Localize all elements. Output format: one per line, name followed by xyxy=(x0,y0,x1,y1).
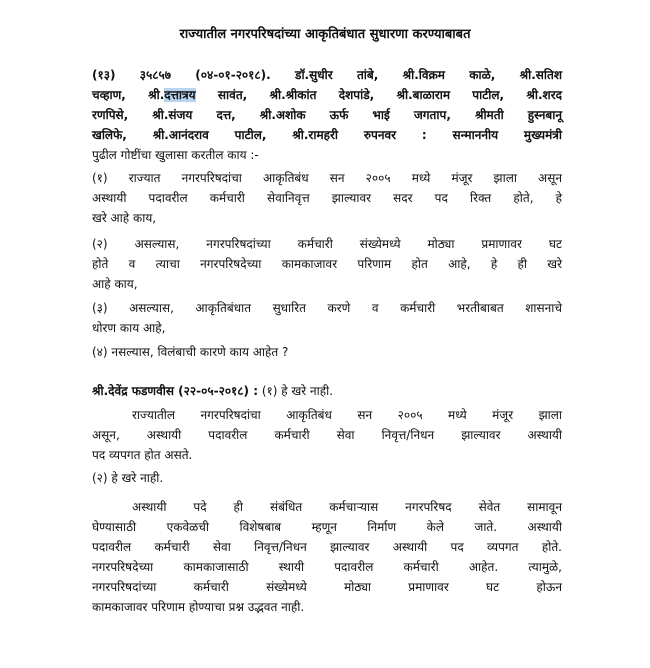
question-members-2a: चव्हाण, श्री. xyxy=(92,88,165,102)
answer-1: (१) हे खरे नाही. xyxy=(261,384,334,398)
answer-p1-line-1: राज्यातील नगरपरिषदांचा आकृतिबंध सन २००५ मध्ये मंजूर झाला xyxy=(132,408,562,422)
question-line-1 xyxy=(92,66,562,83)
answer-p2-line-4: नगरपरिषदेच्या कामकाजासाठी स्थायी पदावरील कर्मचारी आहेत. त्यामुळे, xyxy=(92,560,562,574)
answer-speaker: श्री.देवेंद्र फडणवीस (२२-०५-२०१८) : xyxy=(92,384,259,398)
answer-p2-line-3: पदावरील कर्मचारी सेवा निवृत्त/निधन झाल्यावर अस्थायी पद व्यपगत होते. xyxy=(92,540,562,554)
answer-p2-line-5: नगरपरिषदांच्या कर्मचारी संख्येमध्ये मोठ्या प्रमाणावर घट होऊन xyxy=(92,580,562,594)
question-1-line-2: अस्थायी पदावरील कर्मचारी सेवानिवृत्त झाल्यावर सदर पद रिक्त होते, हे xyxy=(92,191,562,205)
highlighted-name[interactable]: दत्तात्रय xyxy=(164,88,196,102)
question-4-line-1: (४) नसल्यास, विलंबाची कारणे काय आहेत ? xyxy=(92,345,289,359)
question-1-line-3: खरे आहे काय, xyxy=(92,211,157,225)
question-line-4: खलिफे, श्री.आनंदराव पाटील, श्री.रामहरी रुपनवर : सन्माननीय मुख्यमंत्री xyxy=(92,128,562,142)
question-line-3: रणपिसे, श्री.संजय दत्त, श्री.अशोक ऊर्फ भाई जगताप, श्रीमती हुस्नबानू xyxy=(92,108,562,122)
question-2-line-2: होते व त्याचा नगरपरिषदेच्या कामकाजावर परिणाम होत आहे, हे ही खरे xyxy=(92,257,562,271)
question-members-2b: सावंत, श्री.श्रीकांत देशपांडे, श्री.बाळाराम पाटील, श्री.शरद xyxy=(195,88,562,102)
question-intro: पुढील गोष्टींचा खुलासा करतील काय :- xyxy=(92,148,259,162)
answer-p2-line-6: कामकाजावर परिणाम होण्याचा प्रश्न उद्भवत नाही. xyxy=(92,600,305,614)
question-3-line-1: (३) असल्यास, आकृतिबंधात सुधारित करणे व कर्मचारी भरतीबाबत शासनाचे xyxy=(92,301,562,315)
answer-2: (२) हे खरे नाही. xyxy=(92,471,164,485)
question-3-line-2: धोरण काय आहे, xyxy=(92,321,166,335)
answer-p1-line-3: पद व्यपगत होत असते. xyxy=(92,448,193,462)
question-2-line-3: आहे काय, xyxy=(92,277,138,291)
question-2-line-1: (२) असल्यास, नगरपरिषदांच्या कर्मचारी संख्येमध्ये मोठ्या प्रमाणावर घट xyxy=(92,237,562,251)
answer-header xyxy=(92,382,562,399)
question-1-line-1: (१) राज्यात नगरपरिषदांचा आकृतिबंध सन २००५ मध्ये मंजूर झाला असून xyxy=(92,171,562,185)
document-title: राज्यातील नगरपरिषदांच्या आकृतिबंधात सुधारणा करण्याबाबत xyxy=(179,27,471,42)
question-line-2 xyxy=(92,86,562,103)
answer-p1-line-2: असून, अस्थायी पदावरील कर्मचारी सेवा निवृत्त/निधन झाल्यावर अस्थायी xyxy=(92,428,562,442)
answer-p2-line-2: घेण्यासाठी एकवेळची विशेषबाब म्हणून निर्माण केले जाते. अस्थायी xyxy=(92,520,562,534)
question-ref: (१३) ३५८५७ (०४-०१-२०१८). xyxy=(92,68,271,82)
question-members-1: डॉ.सुधीर तांबे, श्री.विक्रम काळे, श्री.सतिश xyxy=(295,68,562,82)
answer-p2-line-1: अस्थायी पदे ही संबंधित कर्मचाऱ्यास नगरपरिषद सेवेत सामावून xyxy=(132,500,562,514)
